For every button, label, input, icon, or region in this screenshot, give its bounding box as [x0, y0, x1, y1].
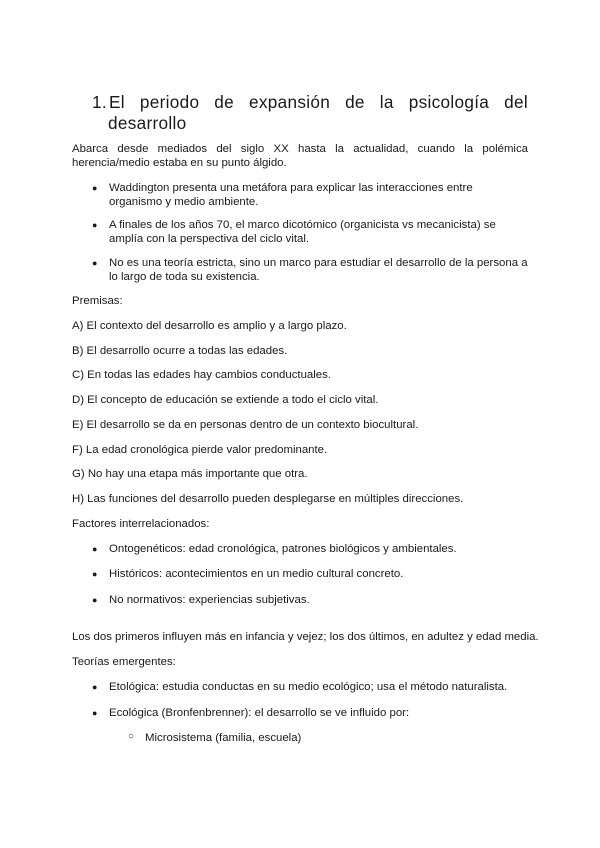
intro-paragraph: Abarca desde mediados del siglo XX hasta la actualidad, cuando la polémica herencia/medio estaba en su punto álgido. [72, 143, 528, 169]
sub-list-item-text: Microsistema (familia, escuela) [145, 732, 302, 744]
heading-number: 1. [92, 92, 107, 112]
heading-title-line-2: desarrollo [108, 113, 187, 133]
bullet-icon: ● [92, 220, 98, 230]
list-item [92, 593, 528, 607]
list-item [92, 181, 528, 209]
list-item [92, 567, 528, 581]
premise-item: G) No hay una etapa más importante que otra. [72, 468, 308, 480]
premise-item: D) El concepto de educación se extiende a todo el ciclo vital. [72, 394, 379, 406]
list-item [92, 256, 528, 284]
list-item [92, 680, 528, 694]
list-item [92, 542, 528, 556]
bullet-icon: ● [92, 183, 98, 193]
list-item-text: Históricos: acontecimientos en un medio cultural concreto. [109, 568, 404, 580]
bullet-icon: ● [92, 569, 98, 579]
factores-label: Factores interrelacionados: [72, 518, 210, 530]
premise-item: H) Las funciones del desarrollo pueden desplegarse en múltiples direcciones. [72, 493, 464, 505]
list-item-text: Ontogenéticos: edad cronológica, patrones biológicos y ambientales. [109, 543, 457, 555]
teorias-label: Teorías emergentes: [72, 656, 176, 668]
premise-item: B) El desarrollo ocurre a todas las edades. [72, 345, 288, 357]
hollow-bullet-icon: ○ [128, 731, 135, 742]
bullet-icon: ● [92, 595, 98, 605]
list-item-text: Etológica: estudia conductas en su medio ecológico; usa el método naturalista. [109, 681, 508, 693]
premisas-label: Premisas: [72, 295, 123, 307]
premise-item: C) En todas las edades hay cambios conductuales. [72, 369, 331, 381]
list-item-text: No normativos: experiencias subjetivas. [109, 594, 310, 606]
bullet-icon: ● [92, 258, 98, 268]
list-item-text: Ecológica (Bronfenbrenner): el desarrollo se ve influido por: [109, 707, 410, 719]
list-item-text: A finales de los años 70, el marco dicotómico (organicista vs mecanicista) se amplía con la perspectiva del ciclo vital. [109, 219, 496, 245]
list-item [92, 218, 528, 246]
premise-item: F) La edad cronológica pierde valor predominante. [72, 444, 328, 456]
bullet-icon: ● [92, 682, 98, 692]
bullet-icon: ● [92, 544, 98, 554]
sub-list-item [128, 731, 528, 745]
list-item-text: Waddington presenta una metáfora para explicar las interacciones entre organismo y medio ambiente. [109, 182, 473, 208]
list-item [92, 706, 528, 720]
heading-title-line-1: El periodo de expansión de la psicología del [109, 92, 528, 112]
premise-item: A) El contexto del desarrollo es amplio y a largo plazo. [72, 320, 347, 332]
summary-paragraph: Los dos primeros influyen más en infancia y vejez; los dos últimos, en adultez y edad media. [72, 631, 539, 643]
premise-item: E) El desarrollo se da en personas dentro de un contexto biocultural. [72, 419, 419, 431]
section-heading [92, 92, 528, 134]
bullet-icon: ● [92, 708, 98, 718]
list-item-text: No es una teoría estricta, sino un marco para estudiar el desarrollo de la persona a lo largo de toda su existencia. [109, 257, 528, 283]
